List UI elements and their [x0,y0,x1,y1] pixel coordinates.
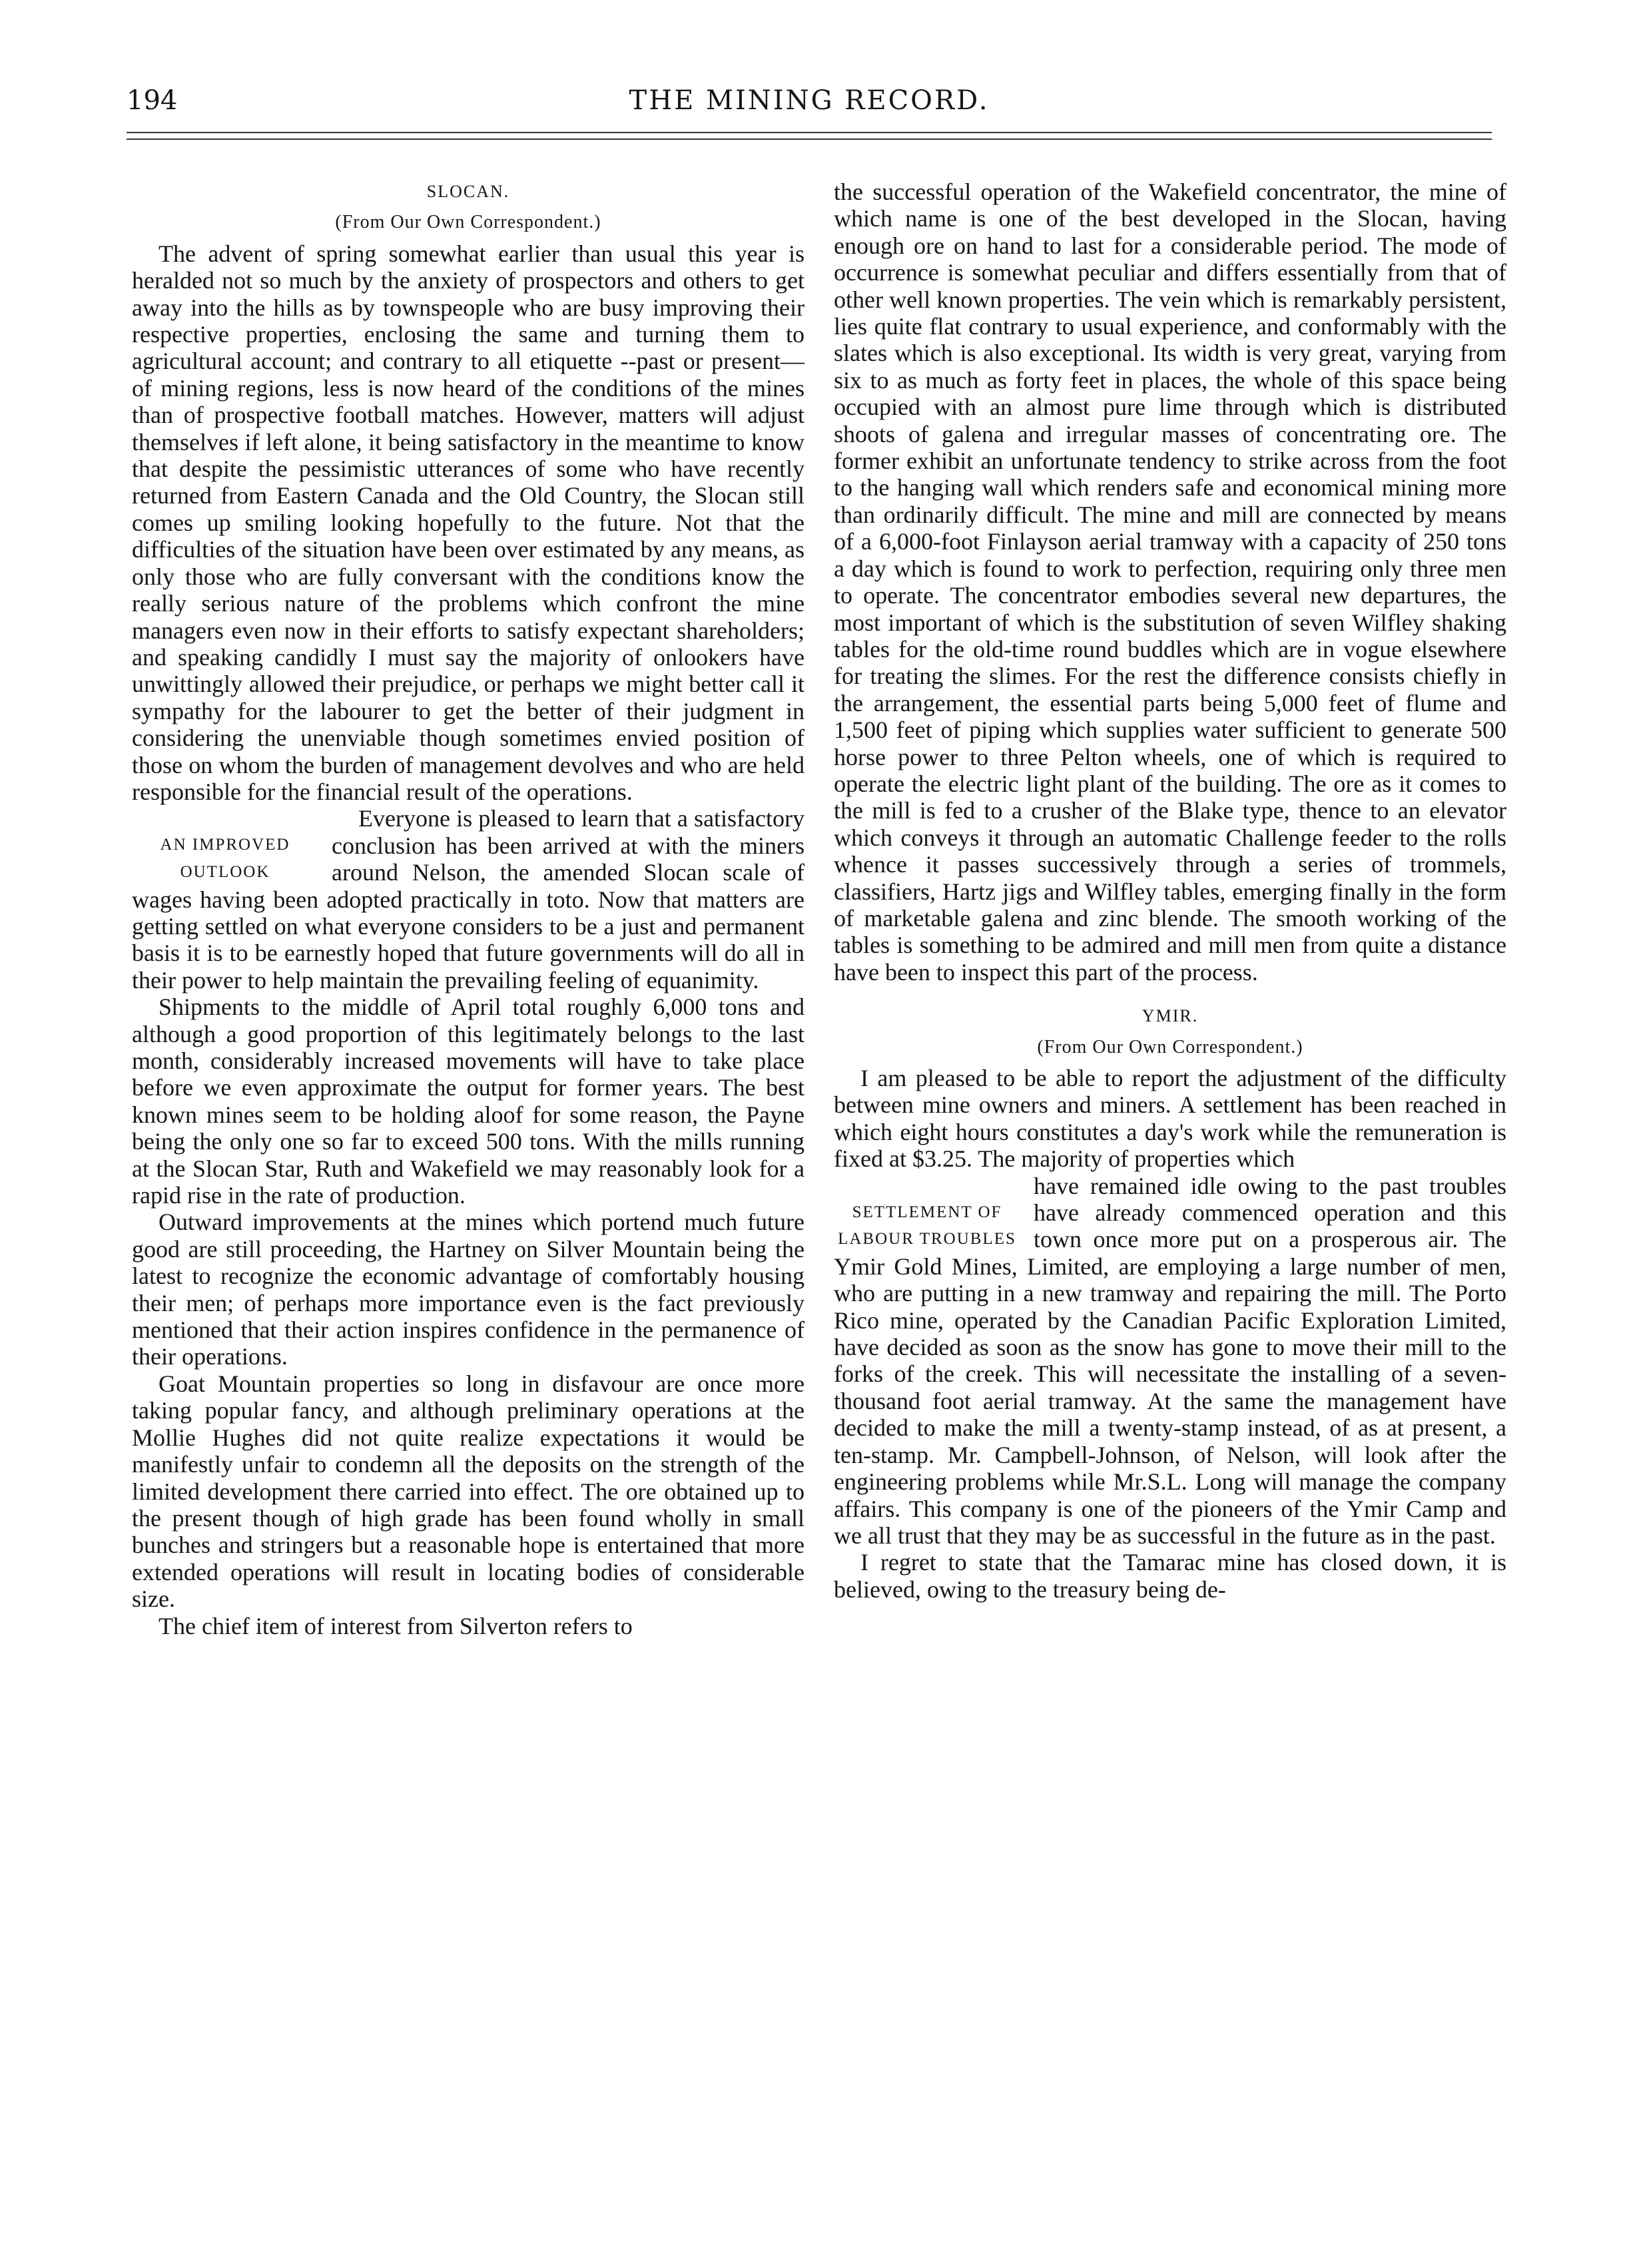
right-column [834,178,1506,1603]
paragraph: I am pleased to be able to report the adjustment of the difficulty between mine owners and miners. A settlement has been reached in which eight hours constitutes a day's work while the remuneration is fixed at $3.25. The majority of properties which [834,1065,1506,1173]
header-rule [127,132,1492,133]
paragraph: Outward improvements at the mines which portend much future good are still proceeding, the Hartney on Silver Mountain being the latest to recognize the economic advantage of comfortably housing their men; of perhaps more importance even is the fact previously mentioned that their action inspires confidence in the permanence of their operations. [132,1209,805,1370]
header-rule-double [127,139,1492,140]
section-title-slocan: SLOCAN. [426,182,510,201]
paragraph: The advent of spring somewhat earlier than usual this year is heralded not so much by the anxiety of prospectors and others to get away into the hills as by townspeople who are busy improving their respective properties, enclosing the same and turning them to agricultural account; and contrary to all etiquette --past or present—of mining regions, less is now heard of the conditions of the mines than of prospective football matches. However, matters will adjust themselves if left alone, it being satisfactory in the meantime to know that despite the pessimistic utterances of some who have recently returned from Eastern Canada and the Old Country, the Slocan still comes up smiling looking hopefully to the future. Not that the difficulties of the situation have been over estimated by any means, as only those who are fully conversant with the conditions know the really serious nature of the problems which confront the mine managers even now in their efforts to satisfy expectant shareholders; and speaking candidly I must say the majority of onlookers have unwittingly allowed their prejudice, or perhaps we might better call it sympathy for the labourer to get the better of their judgment in considering the unenviable though sometimes envied position of those on whom the burden of management devolves and who are held responsible for the financial result of the operations. [132,240,805,805]
paragraph: Goat Mountain properties so long in disfavour are once more taking popular fancy, and although preliminary operations at the Mollie Hughes did not quite realize expectations it would be manifestly unfair to condemn all the deposits on the strength of the limited development there carried into effect. The ore obtained up to the present though of high grade has been found wholly in small bunches and stringers but a reasonable hope is entertained that more extended operations will result in locating bodies of considerable size. [132,1370,805,1613]
sidenote-improved-outlook: AN IMPROVED OUTLOOK [160,836,290,881]
paragraph: have remained idle owing to the past troubles have already commenced operation and this town once more put on a prosperous air. The Ymir Gold Mines, Limited, are employing a large number of men, who are putting in a new tramway and repairing the mill. The Porto Rico mine, operated by the Canadian Pacific Exploration Limited, have decided as soon as the snow has gone to move their mill to the forks of the creek. This will necessitate the installing of a seven-thousand foot aerial tramway. At the same the management have decided to make the mill a twenty-stamp instead, of as at present, a ten-stamp. Mr. Campbell-Johnson, of Nelson, will look after the engineering problems while Mr.S.L. Long will manage the company affairs. This company is one of the pioneers of the Ymir Camp and we all trust that they may be as successful in the future as in the past. [834,1172,1506,1549]
paragraph-continued: the successful operation of the Wakefield concentrator, the mine of which name is one of the best developed in the Slocan, having enough ore on hand to last for a considerable period. The mode of occurrence is somewhat peculiar and differs essentially from that of other well known properties. The vein which is remarkably persistent, lies quite flat contrary to usual experience, and conformably with the slates which is also exceptional. Its width is very great, varying from six to as much as forty feet in places, the whole of this space being occupied with an almost pure lime through which is distributed shoots of galena and irregular masses of concentrating ore. The former exhibit an unfortunate tendency to strike across from the foot to the hanging wall which renders safe and economical mining more than ordinarily difficult. The mine and mill are connected by means of a 6,000-foot Finlayson aerial tramway with a capacity of 250 tons a day which is found to work to perfection, requiring only three men to operate. The concentrator embodies several new departures, the most important of which is the substitution of seven Wilfley shaking tables for the old-time round buddles which are in vogue elsewhere for treating the slimes. For the rest the difference consists chiefly in the arrangement, the essential parts being 5,000 feet of flume and 1,500 feet of piping which supplies water sufficient to generate 500 horse power to three Pelton wheels, one of which is required to operate the electric light plant of the building. The ore as it comes to the mill is fed to a crusher of the Blake type, thence to an elevator which conveys it through an automatic Challenge feeder to the rolls whence it passes successively through a series of trommels, classifiers, Hartz jigs and Wilfley tables, emerging finally in the form of marketable galena and zinc blende. The smooth working of the tables is something to be admired and mill men from quite a distance have been to inspect this part of the process. [834,178,1506,986]
paragraph: Everyone is pleased to learn that a satisfactory conclusion has been arrived at with the miners around Nelson, the amended Slocan scale of wages having been adopted practically in toto. Now that matters are getting settled on what everyone considers to be a just and permanent basis it is to be earnestly hoped that future governments will do all in their power to help maintain the prevailing feeling of equanimity. [132,805,805,993]
page-number: 194 [127,85,178,116]
byline-ymir: (From Our Own Correspondent.) [1037,1036,1303,1057]
journal-title: THE MINING RECORD. [629,85,990,116]
paragraph: Shipments to the middle of April total roughly 6,000 tons and although a good proportion of this legitimately belongs to the last month, considerably increased movements will have to take place before we even approximate the output for former years. The best known mines seem to be holding aloof for some reason, the Payne being the only one so far to exceed 500 tons. With the mills running at the Slocan Star, Ruth and Wakefield we may reasonably look for a rapid rise in the rate of production. [132,993,805,1209]
left-column [132,178,805,1639]
running-head [127,85,1492,125]
paragraph: The chief item of interest from Silverton refers to [159,1612,633,1639]
sidenote-settlement: SETTLEMENT OF LABOUR TROUBLES [838,1203,1016,1249]
section-title-ymir: YMIR. [1142,1006,1199,1026]
paragraph: I regret to state that the Tamarac mine has closed down, it is believed, owing to the treasury being de- [834,1549,1506,1603]
byline-slocan: (From Our Own Correspondent.) [335,212,601,233]
